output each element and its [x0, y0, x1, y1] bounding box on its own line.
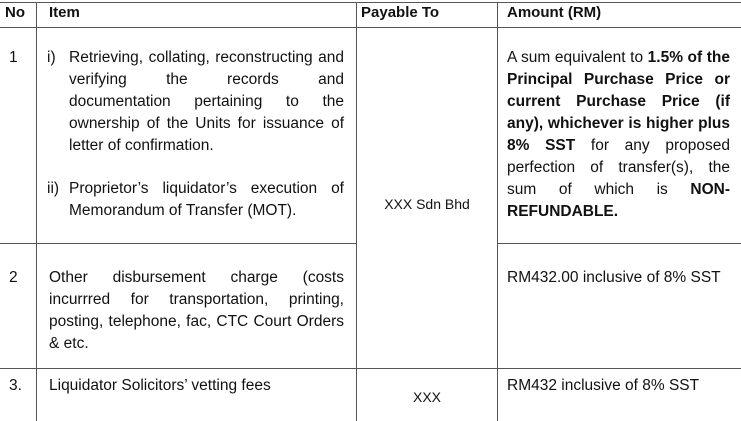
rule-row2	[0, 368, 741, 369]
row3-payable: XXX	[412, 389, 441, 405]
row1-payable: XXX Sdn Bhd	[384, 196, 470, 212]
header-amount: Amount (RM)	[507, 4, 602, 21]
row1-item-i-num: i)	[47, 49, 56, 66]
row1-item-ii-num: ii)	[47, 180, 60, 197]
row1-no: 1	[9, 49, 18, 66]
rule-row1-amount	[497, 243, 741, 244]
header-payable: Payable To	[361, 4, 440, 21]
row1-amount-part2: for any proposed perfection of transfer(s), the sum of which is	[507, 137, 730, 198]
header-item: Item	[49, 4, 80, 21]
row1-item-ii-text: Proprietor’s liquidator’s execution of Memorandum of Transfer (MOT).	[69, 180, 344, 219]
row3-amount: RM432 inclusive of 8% SST	[507, 377, 700, 394]
row1-amount	[507, 47, 730, 223]
row3-item: Liquidator Solicitors’ vetting fees	[49, 377, 271, 394]
row1-amount-bold1: 1.5% of the Principal Purchase Price or current Purchase Price (if any), whichever is higher plus 8% SST	[507, 49, 730, 154]
rule-header	[0, 27, 741, 28]
row2-no: 2	[9, 269, 18, 286]
rule-col-no	[36, 2, 37, 421]
rule-col-payable	[497, 2, 498, 421]
row2-amount: RM432.00 inclusive of 8% SST	[507, 269, 721, 286]
row2-item: Other disbursement charge (costs incurrred for transportation, printing, posting, telephone, fac, CTC Court Orders & etc.	[49, 269, 344, 352]
row1-amount-part1: A sum equivalent to	[507, 49, 648, 66]
header-no: No	[5, 4, 25, 21]
rule-row1	[0, 243, 356, 244]
row3-no: 3.	[9, 377, 22, 394]
row1-amount-bold2: NON-REFUNDABLE.	[507, 181, 730, 220]
row1-item-i-text: Retrieving, collating, reconstructing and verifying the records and documentation pertaining to the ownership of the Units for issuance of letter of confirmation.	[69, 49, 344, 154]
